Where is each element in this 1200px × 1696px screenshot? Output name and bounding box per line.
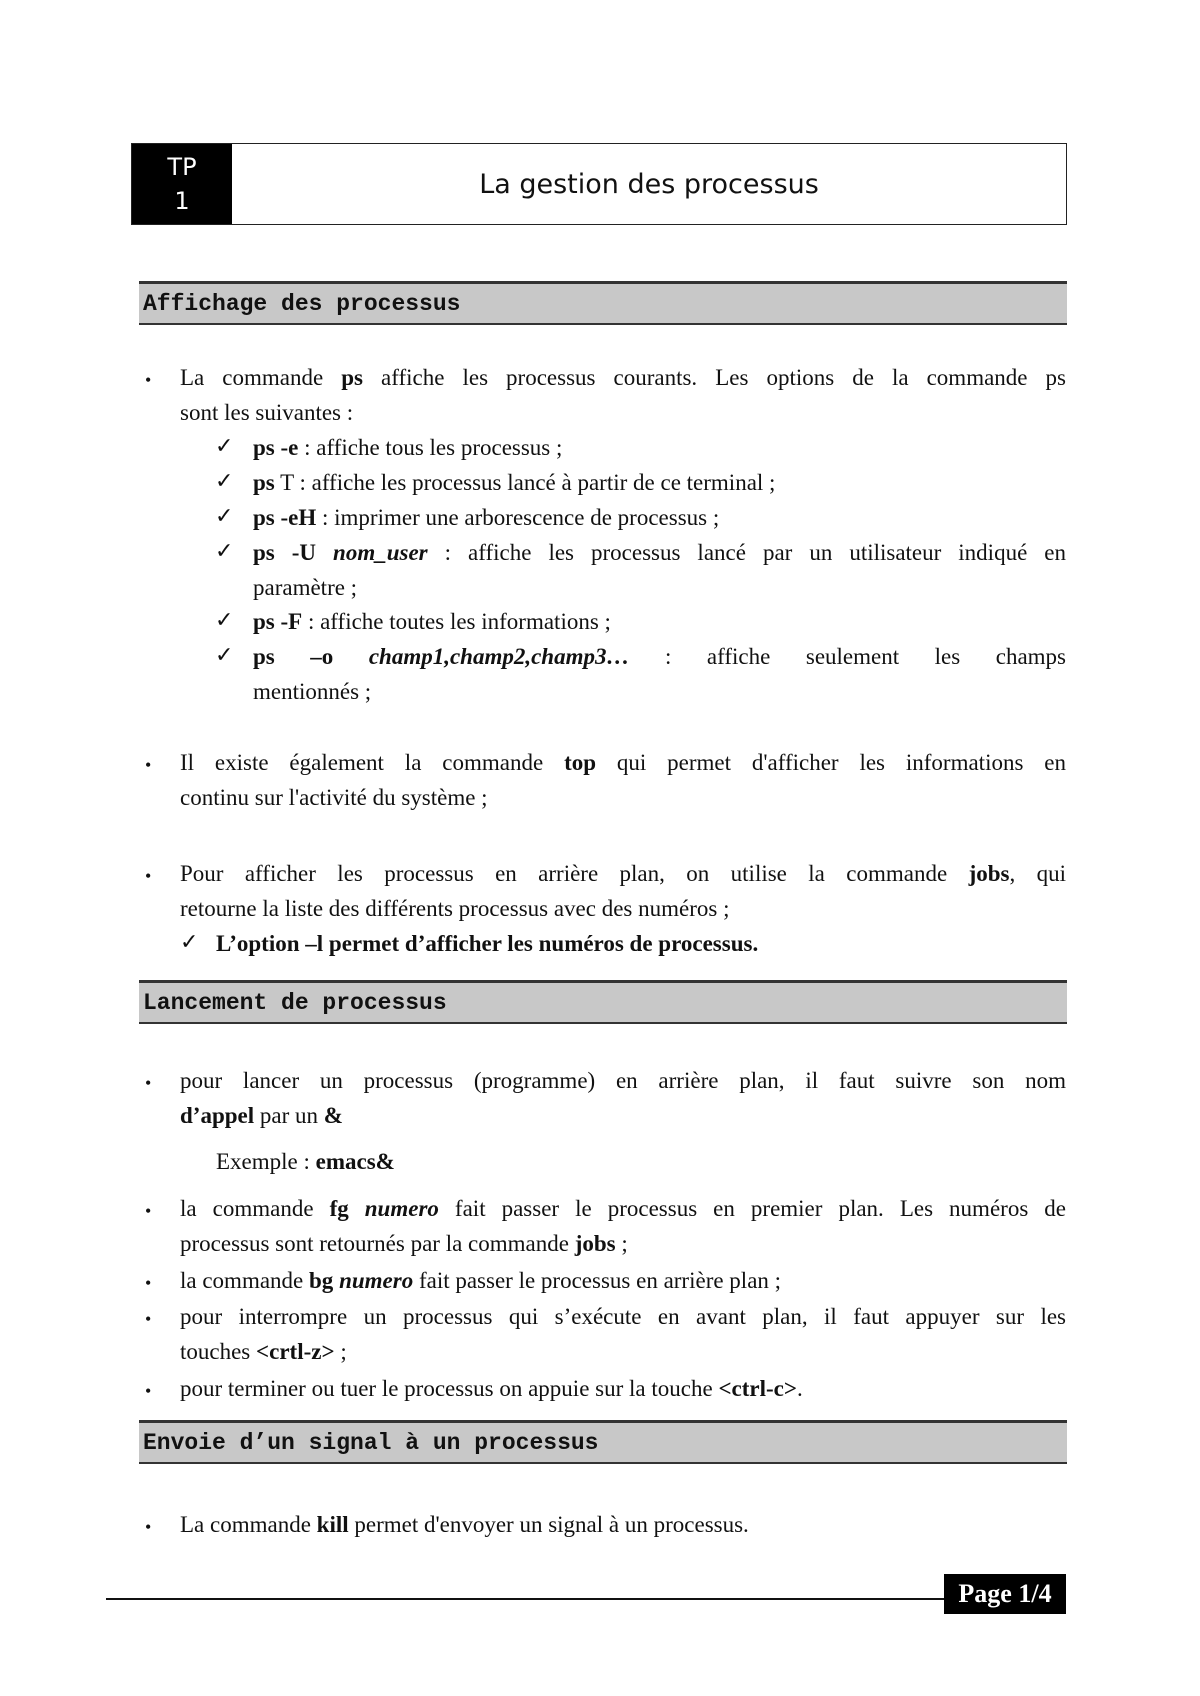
option-ps-u-cont: paramètre ; bbox=[253, 575, 358, 600]
page-number-badge: Page 1/4 bbox=[944, 1574, 1066, 1614]
option-ps-t: ps T : affiche les processus lancé à partir de ce terminal ; bbox=[253, 470, 776, 495]
paragraph-line: La commande kill permet d'envoyer un signal à un processus. bbox=[180, 1512, 749, 1537]
option-jobs-l: L’option –l permet d’afficher les numéros de processus. bbox=[216, 931, 759, 956]
tp-label bbox=[132, 144, 232, 224]
option-ps-o: ps –o champ1,champ2,champ3… : affiche seulement les champs bbox=[253, 644, 1066, 669]
example-line: Exemple : emacs& bbox=[216, 1149, 395, 1174]
paragraph-line: d’appel par un & bbox=[180, 1103, 343, 1128]
bullet-icon: • bbox=[145, 755, 152, 775]
section-heading-signal: Envoie d’un signal à un processus bbox=[139, 1420, 1067, 1464]
option-ps-eh: ps -eH : imprimer une arborescence de processus ; bbox=[253, 505, 720, 530]
bullet-icon: • bbox=[145, 866, 152, 886]
paragraph-line: pour terminer ou tuer le processus on appuie sur la touche <ctrl-c>. bbox=[180, 1376, 803, 1401]
paragraph-line: la commande bg numero fait passer le processus en arrière plan ; bbox=[180, 1268, 782, 1293]
option-ps-e: ps -e : affiche tous les processus ; bbox=[253, 435, 563, 460]
page-title: La gestion des processus bbox=[479, 168, 819, 200]
option-ps-f: ps -F : affiche toutes les informations ; bbox=[253, 609, 611, 634]
check-icon: ✓ bbox=[215, 469, 234, 494]
tp-label-line1: TP bbox=[167, 153, 197, 181]
bullet-icon: • bbox=[145, 1201, 152, 1221]
paragraph-line: continu sur l'activité du système ; bbox=[180, 785, 488, 810]
paragraph-line: La commande ps affiche les processus courants. Les options de la commande ps bbox=[180, 365, 1066, 390]
paragraph-line: pour interrompre un processus qui s’exécute en avant plan, il faut appuyer sur les bbox=[180, 1304, 1066, 1329]
option-ps-o-cont: mentionnés ; bbox=[253, 679, 372, 704]
check-icon: ✓ bbox=[215, 504, 234, 529]
bullet-icon: • bbox=[145, 1309, 152, 1329]
check-icon: ✓ bbox=[180, 930, 199, 955]
paragraph-line: retourne la liste des différents processus avec des numéros ; bbox=[180, 896, 730, 921]
check-icon: ✓ bbox=[215, 643, 234, 668]
paragraph-line: Il existe également la commande top qui permet d'afficher les informations en bbox=[180, 750, 1066, 775]
option-ps-u: ps -U nom_user : affiche les processus lancé par un utilisateur indiqué en bbox=[253, 540, 1066, 565]
paragraph-line: Pour afficher les processus en arrière plan, on utilise la commande jobs, qui bbox=[180, 861, 1067, 886]
footer-rule bbox=[106, 1598, 944, 1600]
paragraph-line: touches <crtl-z> ; bbox=[180, 1339, 347, 1364]
bullet-icon: • bbox=[145, 370, 152, 390]
paragraph-line: processus sont retournés par la commande jobs ; bbox=[180, 1231, 628, 1256]
check-icon: ✓ bbox=[215, 608, 234, 633]
paragraph-line: sont les suivantes : bbox=[180, 400, 354, 425]
bullet-icon: • bbox=[145, 1517, 152, 1537]
bullet-icon: • bbox=[145, 1073, 152, 1093]
bullet-icon: • bbox=[145, 1273, 152, 1293]
paragraph-line: la commande fg numero fait passer le processus en premier plan. Les numéros de bbox=[180, 1196, 1066, 1221]
check-icon: ✓ bbox=[215, 434, 234, 459]
title-box bbox=[131, 143, 1067, 225]
tp-label-line2: 1 bbox=[174, 187, 190, 215]
check-icon: ✓ bbox=[215, 539, 234, 564]
section-heading-lancement: Lancement de processus bbox=[139, 980, 1067, 1024]
paragraph-line: pour lancer un processus (programme) en arrière plan, il faut suivre son nom bbox=[180, 1068, 1066, 1093]
section-heading-affichage: Affichage des processus bbox=[139, 281, 1067, 325]
bullet-icon: • bbox=[145, 1381, 152, 1401]
